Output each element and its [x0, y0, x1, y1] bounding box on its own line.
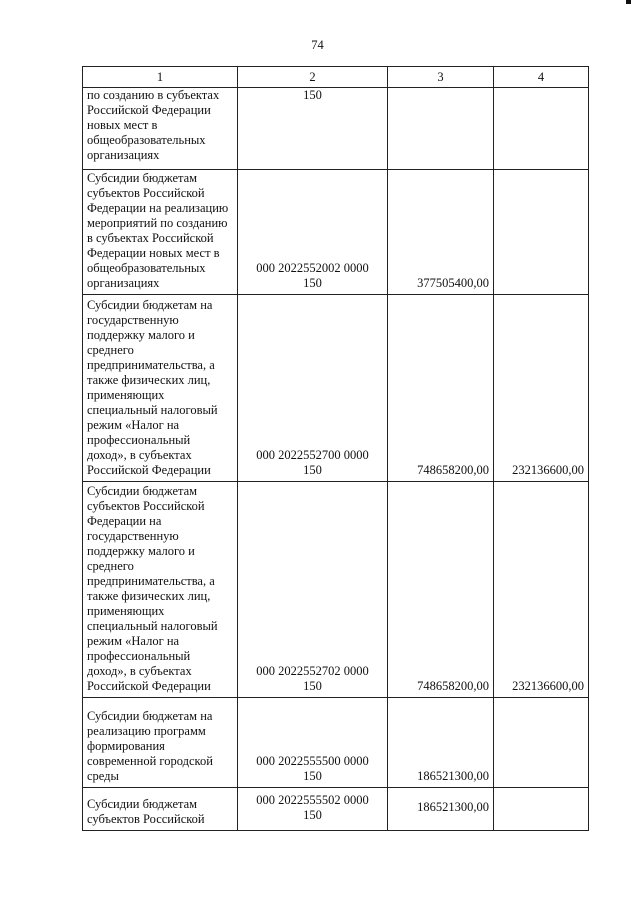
- table-row: [83, 482, 589, 698]
- table-row: [83, 295, 589, 482]
- corner-mark: [626, 0, 631, 4]
- row-code: 000 2022552700 0000 150: [238, 295, 388, 482]
- row-code: 000 2022555500 0000 150: [238, 698, 388, 788]
- row-value-4: 232136600,00: [494, 482, 589, 698]
- row-value-4: [494, 170, 589, 295]
- row-code: 000 2022552002 0000 150: [238, 170, 388, 295]
- header-col-3: 3: [388, 67, 494, 88]
- row-name: Субсидии бюджетам субъектов Российской: [83, 788, 238, 831]
- table-row: [83, 788, 589, 831]
- row-code: 150: [238, 88, 388, 170]
- row-code: 000 2022555502 0000 150: [238, 788, 388, 831]
- table-row: [83, 698, 589, 788]
- row-name: Субсидии бюджетам на реализацию программ формирования современной городской среды: [83, 698, 238, 788]
- budget-table: [82, 66, 589, 831]
- row-value-4: 232136600,00: [494, 295, 589, 482]
- header-row: [83, 67, 589, 88]
- row-name: по созданию в субъектах Российской Федерации новых мест в общеобразовательных организациях: [83, 88, 238, 170]
- row-name: Субсидии бюджетам субъектов Российской Федерации на реализацию мероприятий по созданию в субъектах Российской Федерации новых мест в общеобразовательных организациях: [83, 170, 238, 295]
- page-number: 74: [311, 38, 324, 52]
- header-col-1: 1: [83, 67, 238, 88]
- row-value-3: [388, 88, 494, 170]
- header-col-2: 2: [238, 67, 388, 88]
- header-col-4: 4: [494, 67, 589, 88]
- row-value-4: [494, 788, 589, 831]
- row-name: Субсидии бюджетам на государственную поддержку малого и среднего предпринимательства, а также физических лиц, применяющих специальный налоговый режим «Налог на профессиональный доход», в субъектах Российской Федерации: [83, 295, 238, 482]
- row-value-3: 748658200,00: [388, 295, 494, 482]
- row-value-3: 748658200,00: [388, 482, 494, 698]
- row-value-3: 186521300,00: [388, 698, 494, 788]
- table-row: [83, 88, 589, 170]
- row-value-3: 186521300,00: [388, 788, 494, 831]
- row-value-4: [494, 88, 589, 170]
- row-code: 000 2022552702 0000 150: [238, 482, 388, 698]
- row-value-3: 377505400,00: [388, 170, 494, 295]
- table-row: [83, 170, 589, 295]
- row-value-4: [494, 698, 589, 788]
- row-name: Субсидии бюджетам субъектов Российской Федерации на государственную поддержку малого и среднего предпринимательства, а также физических лиц, применяющих специальный налоговый режим «Налог на профессиональный доход», в субъектах Российской Федерации: [83, 482, 238, 698]
